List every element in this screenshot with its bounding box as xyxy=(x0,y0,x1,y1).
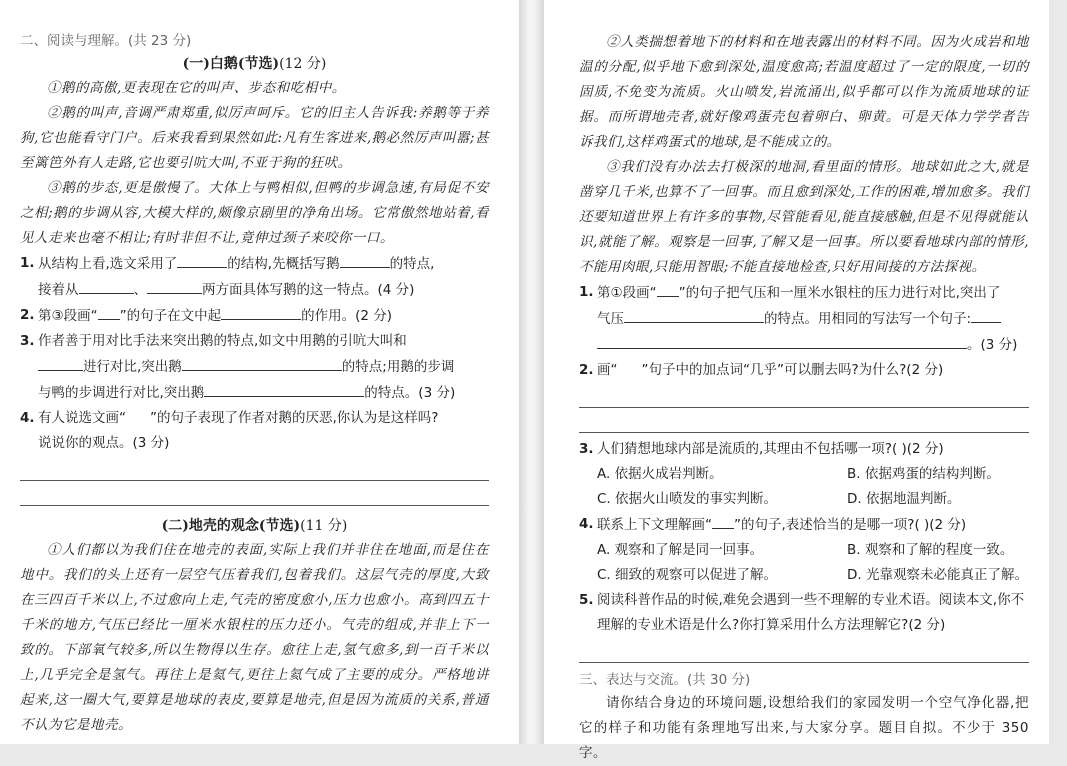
option-a[interactable]: A. 依据火成岩判断。 xyxy=(597,466,723,482)
option-c[interactable]: C. 依据火山喷发的事实判断。 xyxy=(597,491,778,507)
answer-blank[interactable] xyxy=(204,380,364,397)
mark-sample xyxy=(126,406,150,422)
question-3-options xyxy=(579,462,1029,512)
option-d[interactable]: D. 依据地温判断。 xyxy=(847,491,961,507)
question-1: 1. 从结构上看,选文采用了 的结构,先概括写鹅 的特点, 接着从 、 两方面具体写鹅的这一特点。(4 分) xyxy=(20,251,489,303)
option-d[interactable]: D. 光靠观察未必能真正了解。 xyxy=(847,567,1028,583)
part-2-title: (二)地壳的观念(节选)(11 分) xyxy=(161,518,348,534)
section-3-prompt: 请你结合身边的环境问题,设想给我们的家园发明一个空气净化器,把它的样子和功能有条理地写出来,与大家分享。题目自拟。不少于 350 字。 xyxy=(579,695,1029,761)
part-1-title: (一)白鹅(节选)(12 分) xyxy=(182,56,327,72)
answer-line[interactable] xyxy=(579,638,1029,663)
answer-blank[interactable] xyxy=(79,277,134,294)
right-question-3: 3. 人们猜想地球内部是流质的,其理由不包括哪一项?( )(2 分) xyxy=(579,441,944,457)
option-b[interactable]: B. 观察和了解的程度一致。 xyxy=(847,542,1014,558)
question-4-options xyxy=(579,538,1029,588)
option-b[interactable]: B. 依据鸡蛋的结构判断。 xyxy=(847,466,1000,482)
option-c[interactable]: C. 细致的观察可以促进了解。 xyxy=(597,567,778,583)
answer-blank[interactable] xyxy=(597,332,967,349)
answer-line[interactable] xyxy=(579,383,1029,408)
mark-sample xyxy=(657,280,679,297)
mark-sample xyxy=(618,358,642,383)
part-2-para-3: ③我们没有办法去打极深的地洞,看里面的情形。地球如此之大,就是凿穿几千米,也算不了一回事。而且愈到深处,工作的困难,增加愈多。我们还要知道世界上有许多的事物,尽管能看见,能直接感触,但是不见得就能认识,就能了解。观察是一回事,了解又是一回事。所以要看地球内部的情形,不能用肉眼,只能用智眼;不能直接地检查,只好用间接的方法探视。 xyxy=(579,159,1029,275)
part-2-para-1: ①人们都以为我们住在地壳的表面,实际上我们并非住在地面,而是住在地中。我们的头上还有一层空气压着我们,包着我们。这层气壳的厚度,大致在三四百千米以上,不过愈向上走,气壳的密度愈小,压力也愈小。高到四五十千米的地方,气压已经比一厘米水银柱的压力还小。气壳的组成,并非上下一致的。下部氧气较多,所以生物得以生存。愈往上走,氢气愈多,到一百千米以上,几乎完全是氢气。再往上是氦气,更往上氦气成了主要的成分。严格地讲起来,这一圈大气,要算是地球的表皮,要算是地壳,但是因为流质的关系,普通不认为它是地壳。 xyxy=(20,542,489,733)
answer-blank[interactable] xyxy=(182,354,342,371)
part-1-para-2: ②鹅的叫声,音调严肃郑重,似厉声呵斥。它的旧主人告诉我:养鹅等于养狗,它也能看守门户。后来我看到果然如此:凡有生客进来,鹅必然厉声叫嚣;甚至篱笆外有人走路,它也要引吭大叫,不亚于狗的狂吠。 xyxy=(20,105,489,171)
answer-blank[interactable] xyxy=(147,277,202,294)
part-2-para-2: ②人类揣想着地下的材料和在地表露出的材料不同。因为火成岩和地温的分配,似乎地下愈到深处,温度愈高;若温度超过了一定的限度,一切的固质,不免变为流质。火山喷发,岩流涌出,似乎都可以作为流质地球的证据。而所谓地壳者,就好像鸡蛋壳包着卵白、卵黄。可是天体力学学者告诉我们,这样鸡蛋式的地球,是不能成立的。 xyxy=(579,34,1029,150)
section-3-title: 三、表达与交流。(共 30 分) xyxy=(579,672,751,688)
answer-blank[interactable] xyxy=(624,306,764,323)
answer-line[interactable] xyxy=(20,456,489,481)
answer-blank[interactable] xyxy=(340,251,390,268)
question-3: 3. 作者善于用对比手法来突出鹅的特点,如文中用鹅的引吭大叫和 进行对比,突出鹅 的特点;用鹅的步调 与鸭的步调进行对比,突出鹅 的特点。(3 分) xyxy=(20,333,456,401)
answer-blank[interactable] xyxy=(177,251,227,268)
mark-sample xyxy=(98,303,120,320)
answer-blank[interactable] xyxy=(971,306,1001,323)
page-gutter xyxy=(519,0,544,744)
right-question-1: 1. 第①段画“ ”的句子把气压和一厘米水银柱的压力进行对比,突出了 气压 的特点。用相同的写法写一个句子: 。(3 分) xyxy=(579,280,1029,358)
section-2-title: 二、阅读与理解。(共 23 分) xyxy=(20,33,192,49)
right-question-4: 4. 联系上下文理解画“ ”的句子,表述恰当的是哪一项?( )(2 分) xyxy=(579,512,1029,538)
question-4: 4. 有人说选文画“ ”的句子表现了作者对鹅的厌恶,你认为是这样吗? 说说你的观点。(3 分) xyxy=(20,406,489,456)
left-page xyxy=(0,0,519,744)
answer-line[interactable] xyxy=(579,408,1029,433)
mark-sample xyxy=(712,512,734,529)
right-question-5: 5. 阅读科普作品的时候,难免会遇到一些不理解的专业术语。阅读本文,你不理解的专业术语是什么?你打算采用什么方法理解它?(2 分) xyxy=(579,592,1025,633)
right-question-2: 2. 画“ ”句子中的加点词“几乎”可以删去吗?为什么?(2 分) xyxy=(579,358,1029,383)
part-1-para-1: ①鹅的高傲,更表现在它的叫声、步态和吃相中。 xyxy=(47,80,346,96)
right-page xyxy=(544,0,1049,761)
option-a[interactable]: A. 观察和了解是同一回事。 xyxy=(597,542,764,558)
answer-blank[interactable] xyxy=(38,354,83,371)
question-2: 2. 第③段画“ ”的句子在文中起 的作用。(2 分) xyxy=(20,303,489,329)
part-1-para-3: ③鹅的步态,更是傲慢了。大体上与鸭相似,但鸭的步调急速,有局促不安之相;鹅的步调从容,大模大样的,颇像京剧里的净角出场。它常傲然地站着,看见人走来也毫不相让;有时非但不让,竟伸过颈子来咬你一口。 xyxy=(20,180,489,246)
answer-blank[interactable] xyxy=(221,303,301,320)
answer-line[interactable] xyxy=(20,481,489,506)
